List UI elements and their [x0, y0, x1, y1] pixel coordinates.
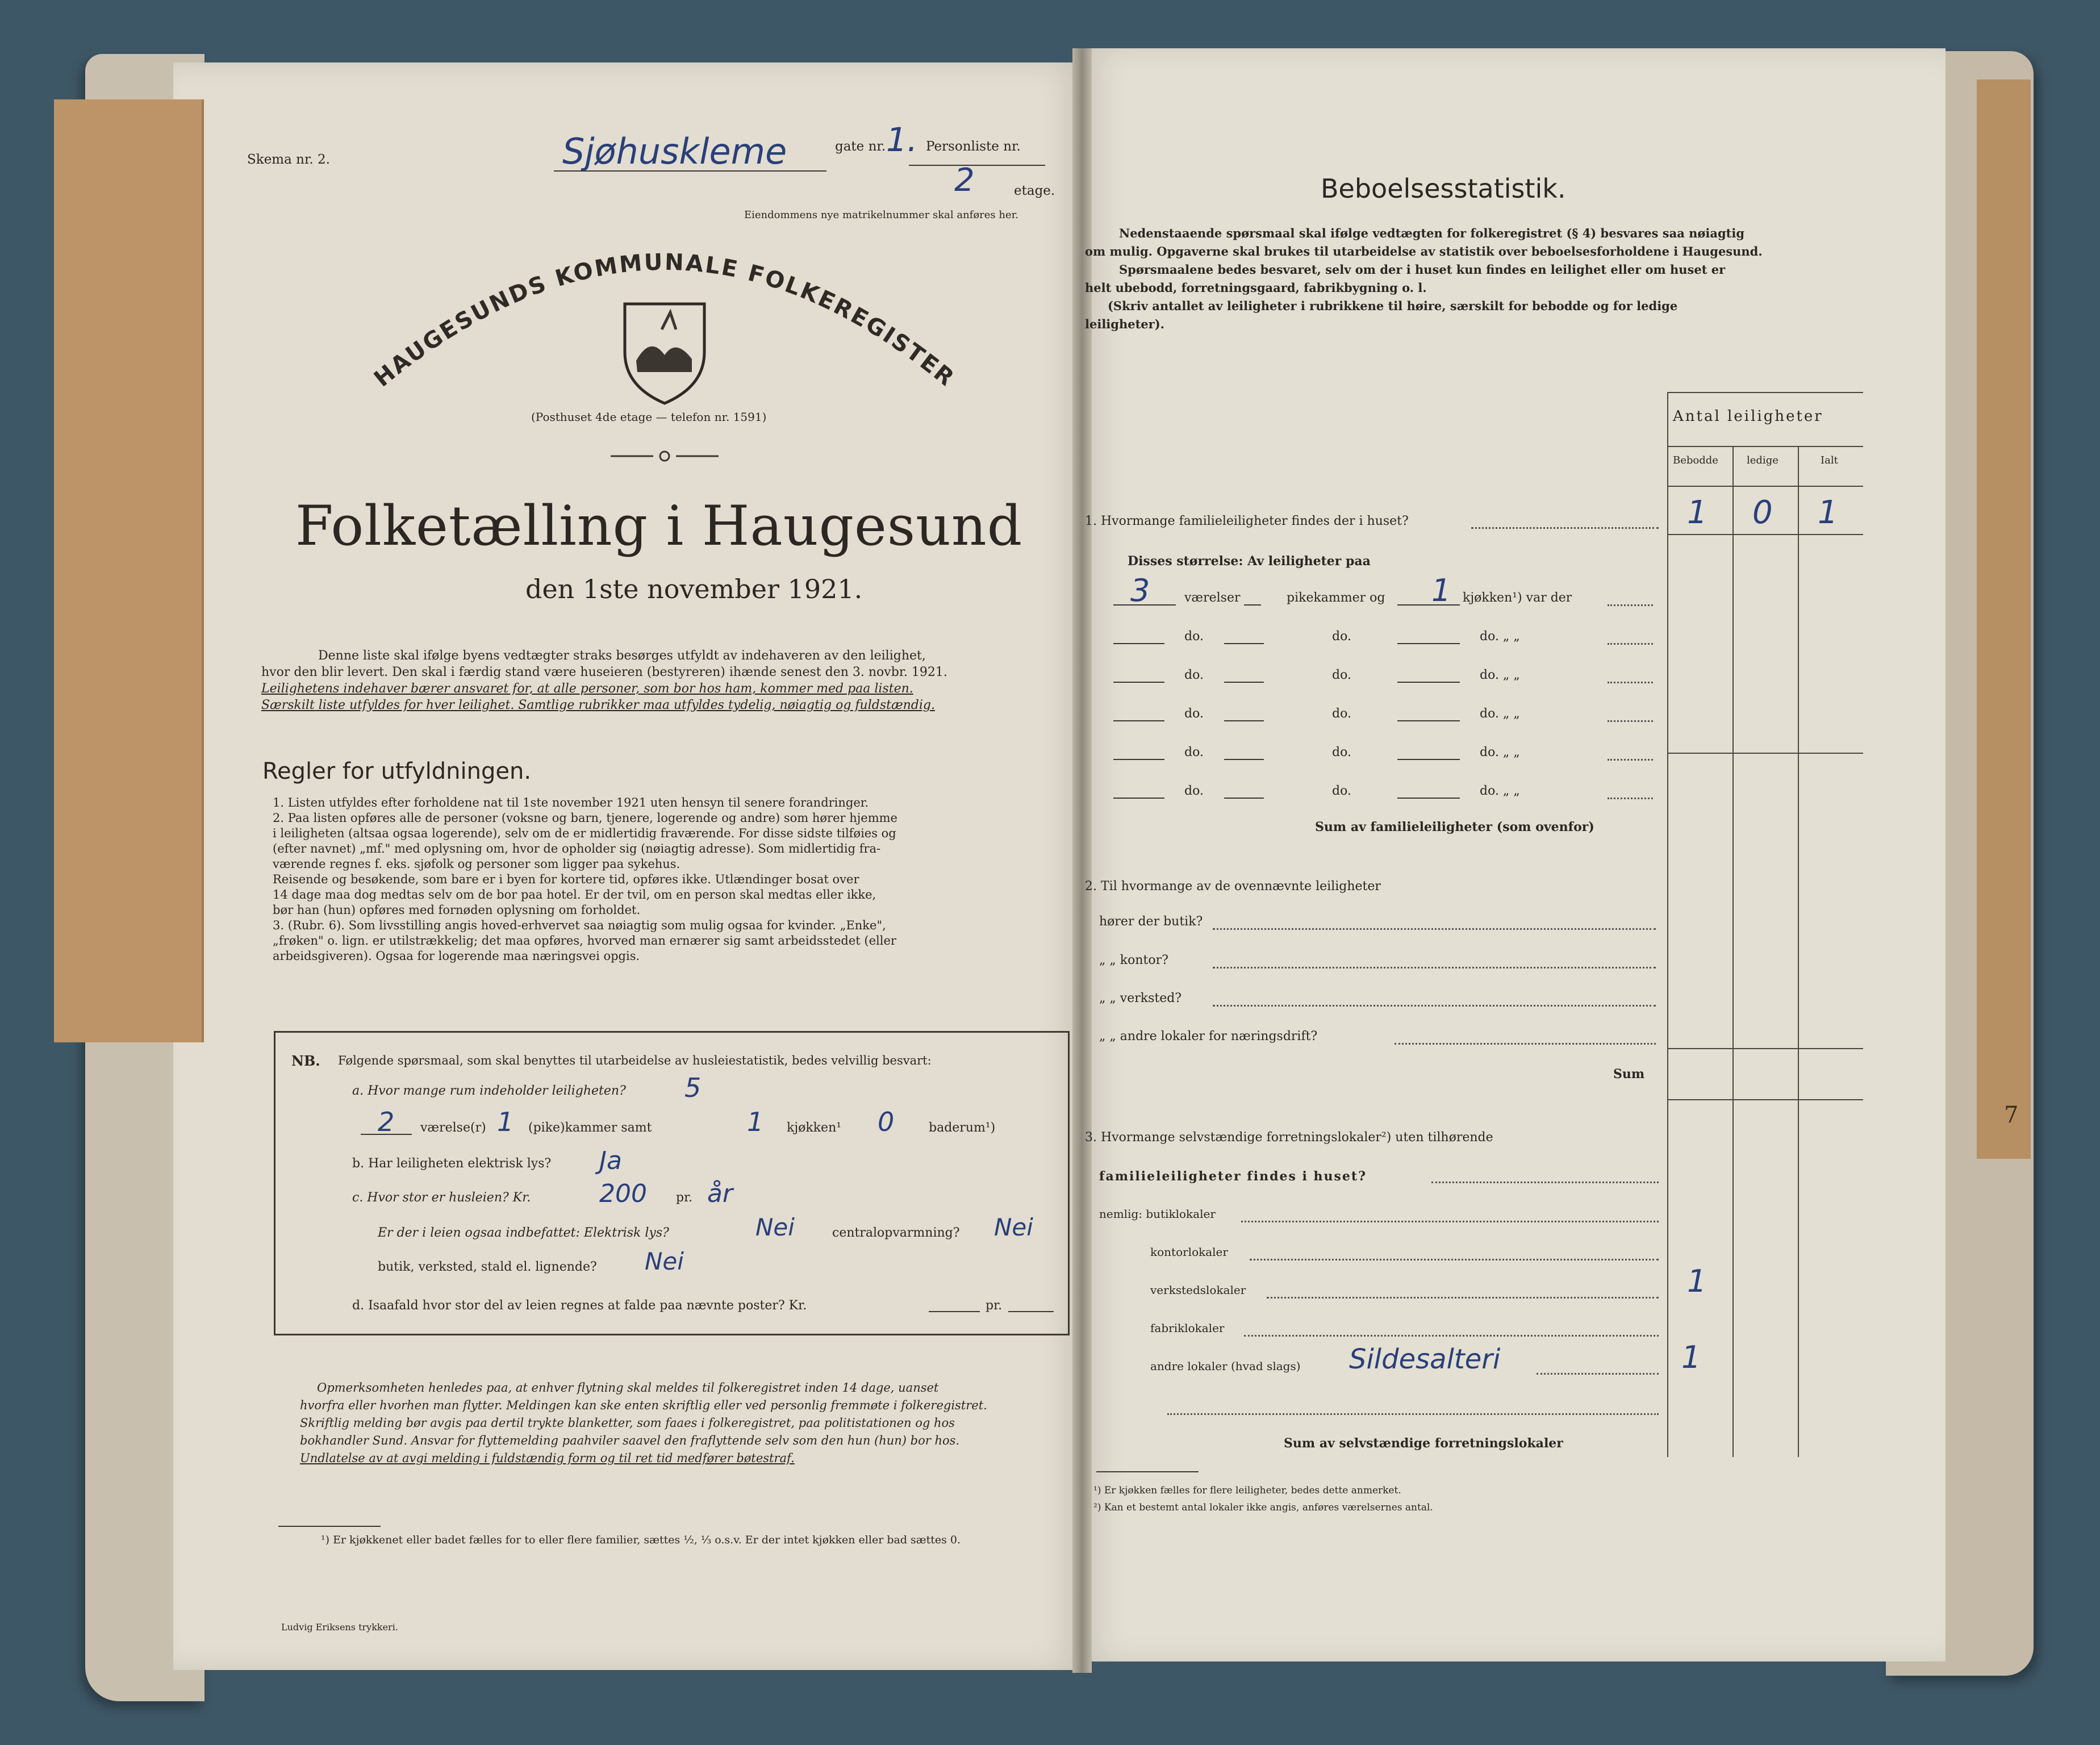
rule-line: 3. (Rubr. 6). Som livsstilling angis hoved-erhvervet saa nøiagtig som mulig ogsaa for kvinder. „Enke", — [273, 919, 886, 932]
leader-dots — [1213, 1005, 1656, 1007]
q2-sum: Sum — [1613, 1067, 1645, 1082]
q1-ledige: 0 — [1752, 494, 1773, 531]
stat-intro-line: (Skriv antallet av leiligheter i rubrikkene til høire, særskilt for bebodde og for ledige — [1108, 299, 1678, 313]
answer-line — [1397, 682, 1460, 683]
rule-line: bør han (hun) opføres med fornøden oplysning om forholdet. — [273, 903, 641, 917]
question-a-answer: 5 — [684, 1072, 702, 1103]
q3-row-value: 1 — [1681, 1339, 1701, 1375]
answer-line — [1224, 798, 1264, 799]
leader-dots — [1244, 1335, 1659, 1337]
notice-line: Opmerksomheten henledes paa, at enhver flytning skal meldes til folkeregistret inden 14 dage, uanset — [317, 1381, 939, 1395]
size-row — [1113, 695, 1659, 729]
question-1: 1. Hvormange familieleiligheter findes der i huset? — [1085, 514, 1409, 528]
intro-line: Denne liste skal ifølge byens vedtægter straks besørges utfyldt av indehaveren av den leilighet, — [318, 649, 926, 663]
leader-dots — [1213, 967, 1656, 968]
leader-dots — [1395, 1043, 1656, 1045]
included-answer: Nei — [755, 1213, 795, 1241]
footnote-1: ¹) Er kjøkken fælles for flere leiligheter, bedes dette anmerket. — [1093, 1485, 1401, 1496]
q2-row-label: hører der butik? — [1099, 915, 1203, 929]
size-col-a: do. — [1184, 707, 1204, 721]
size-col-b: do. — [1332, 668, 1351, 682]
size-col-c: do. „ „ — [1480, 629, 1520, 644]
notice-line: Skriftlig melding bør avgis paa dertil trykte blanketter, som faaes i folkeregistret, paa politistationen og hos — [300, 1416, 955, 1430]
col-head-bebodde: Bebodde — [1673, 454, 1718, 466]
q3-row — [1099, 1245, 1872, 1274]
stat-intro-line: Nedenstaaende spørsmaal skal ifølge vedtægten for folkeregistret (§ 4) besvares saa nøiagtig — [1119, 226, 1745, 240]
q2-row-label: „ „ verksted? — [1099, 991, 1182, 1005]
answer-line — [1397, 798, 1460, 799]
answer-line — [1397, 720, 1460, 721]
statistics-intro — [1085, 224, 1869, 333]
etage-handwritten: 2 — [954, 162, 975, 199]
size-col-c: do. „ „ — [1480, 784, 1520, 798]
butik-label: butik, verksted, stald el. lignende? — [378, 1260, 597, 1274]
q2-row — [1099, 953, 1661, 976]
leader-dots — [1608, 798, 1653, 799]
statistics-title: Beboelsesstatistik. — [1321, 173, 1566, 204]
answer-line — [1397, 759, 1460, 760]
leader-dots — [1431, 1182, 1659, 1183]
rule-line: (efter navnet) „mf." med oplysning om, hvor de opholder sig (nøiagtig adresse). Som midlertidig fra- — [273, 842, 881, 855]
q2-row — [1099, 915, 1661, 937]
butik-answer: Nei — [645, 1247, 684, 1275]
q1-bebodde: 1 — [1687, 494, 1707, 531]
leader-dots — [1471, 527, 1659, 529]
rule-line: 14 dage maa dog medtas selv om de bor paa hotel. Er der tvil, om en person skal medtas eller ikke, — [273, 888, 876, 901]
eiendom-note: Eiendommens nye matrikelnummer skal anføres her. — [744, 209, 1018, 221]
question-3b: familieleiligheter findes i huset? — [1099, 1169, 1367, 1184]
kammer-count: 1 — [497, 1107, 514, 1137]
page-subtitle: den 1ste november 1921. — [525, 574, 863, 604]
skema-label: Skema nr. 2. — [247, 152, 330, 167]
question-d: d. Isaafald hvor stor del av leien regnes at falde paa nævnte poster? Kr. — [352, 1299, 807, 1313]
q1-ialt: 1 — [1818, 494, 1838, 531]
stat-intro-line: helt ubebodd, forretningsgaard, fabrikbygning o. l. — [1085, 281, 1427, 295]
leader-dots — [1213, 928, 1656, 930]
stat-intro-line: Spørsmaalene bedes besvaret, selv om der i huset kun findes en leilighet eller om huset er — [1119, 262, 1726, 277]
question-b-answer: Ja — [599, 1146, 622, 1175]
baderum-label: baderum¹) — [929, 1121, 996, 1135]
etage-label: etage. — [1014, 183, 1055, 198]
leader-dots — [1608, 720, 1653, 722]
leader-dots — [1241, 1221, 1659, 1222]
rule-line: 1. Listen utfyldes efter forholdene nat til 1ste november 1921 uten hensyn til senere forandringer. — [273, 796, 869, 809]
question-c-pr: pr. — [676, 1191, 693, 1205]
kammer-label: (pike)kammer samt — [528, 1121, 652, 1135]
rule-line: 2. Paa listen opføres alle de personer (voksne og barn, tjenere, logerende og andre) som hører hjemme — [273, 811, 897, 825]
printer-imprint: Ludvig Eriksens trykkeri. — [281, 1622, 398, 1633]
answer-line — [1113, 720, 1164, 721]
rule-line: værende regnes f. eks. sjøfolk og personer som ligger paa sykehus. — [273, 857, 680, 871]
q3-row — [1099, 1339, 1872, 1388]
posthus-line: (Posthuset 4de etage — telefon nr. 1591) — [531, 410, 767, 424]
rule-line: i leiligheten (altsaa ogsaa logerende), selv om de er midlertidig fraværende. For disse sidste tilføies og — [273, 826, 896, 840]
answer-line — [1113, 604, 1176, 606]
notice-line: hvorfra eller hvorhen man flytter. Meldingen kan ske enten skriftlig eller ved personlig fremmøte i folkeregistret. — [300, 1398, 987, 1412]
gate-nr-handwritten: 1. — [886, 120, 918, 159]
kjokken-count: 1 — [747, 1107, 764, 1137]
question-b: b. Har leiligheten elektrisk lys? — [352, 1157, 552, 1171]
answer-line — [1224, 643, 1264, 644]
size-row — [1113, 573, 1659, 613]
size-row — [1113, 734, 1659, 768]
q2-row-label: „ „ kontor? — [1099, 953, 1168, 967]
size-rooms-hand: 3 — [1130, 573, 1150, 608]
question-c: c. Hvor stor er husleien? Kr. — [352, 1191, 531, 1205]
question-a: a. Hvor mange rum indeholder leiligheten? — [352, 1084, 626, 1098]
q3-row-label: nemlig: butiklokaler — [1099, 1207, 1216, 1221]
size-col-a: do. — [1184, 629, 1204, 644]
stat-intro-line: om mulig. Opgaverne skal brukes til utarbeidelse av statistik over beboelsesforholdene i Haugesund. — [1085, 244, 1763, 258]
answer-line — [1113, 798, 1164, 799]
leader-dots — [1267, 1297, 1659, 1299]
size-col-a: do. — [1184, 745, 1204, 759]
baderum-count: 0 — [878, 1107, 895, 1137]
q3-other-kind-hand: Sildesalteri — [1349, 1343, 1501, 1375]
registry-arc-title: HAUGESUNDS KOMMUNALE FOLKEREGISTER — [369, 249, 960, 393]
q3-row-label: kontorlokaler — [1150, 1245, 1228, 1259]
size-col-a: do. — [1184, 784, 1204, 798]
size-col-a: do. — [1184, 668, 1204, 682]
q2-row — [1099, 991, 1661, 1014]
leader-dots — [1608, 643, 1653, 645]
stat-intro-line: leiligheter). — [1085, 317, 1164, 331]
size-col-b: pikekammer og — [1287, 591, 1385, 605]
leader-dots — [1608, 604, 1653, 606]
size-col-b: do. — [1332, 707, 1351, 721]
footnote-divider — [1096, 1471, 1199, 1472]
answer-line — [1244, 604, 1261, 606]
answer-line — [1113, 682, 1164, 683]
size-label: Disses størrelse: Av leiligheter paa — [1128, 554, 1371, 569]
nb-text: Følgende spørsmaal, som skal benyttes til utarbeidelse av husleiestatistik, bedes velvillig besvart: — [338, 1054, 932, 1067]
page-title: Folketælling i Haugesund — [295, 494, 1023, 558]
nb-lead: NB. — [291, 1053, 320, 1069]
question-d-pr: pr. — [986, 1299, 1003, 1313]
size-row — [1113, 773, 1659, 807]
question-c-period: år — [707, 1179, 733, 1208]
size-col-c: kjøkken¹) var der — [1463, 591, 1572, 605]
footnote: ¹) Er kjøkkenet eller badet fælles for to eller flere familier, sættes ½, ⅓ o.s.v. Er der intet kjøkken eller bad sættes 0. — [321, 1534, 961, 1546]
sum-independent-premises: Sum av selvstændige forretningslokaler — [1284, 1436, 1563, 1451]
q3-row-label: andre lokaler (hvad slags) — [1150, 1359, 1301, 1373]
rules-heading: Regler for utfyldningen. — [262, 758, 532, 784]
intro-line: Leilighetens indehaver bærer ansvaret for, at alle personer, som bor hos ham, kommer med paa listen. — [261, 682, 913, 696]
q3-row-label: fabriklokaler — [1150, 1321, 1225, 1335]
leader-dots — [1608, 682, 1653, 683]
personliste-label: Personliste nr. — [926, 139, 1021, 154]
footnote-2: ²) Kan et bestemt antal lokaler ikke angis, anføres værelsernes antal. — [1093, 1502, 1433, 1513]
table-head: Antal leiligheter — [1673, 408, 1823, 425]
size-col-a: værelser — [1184, 591, 1241, 605]
rule-line: Reisende og besøkende, som bare er i byen for kortere tid, opføres ikke. Utlændinger bosat over — [273, 872, 859, 886]
answer-line — [1113, 759, 1164, 760]
vaerelse-label: værelse(r) — [420, 1121, 486, 1135]
leader-dots — [1608, 759, 1653, 761]
question-3a: 3. Hvormange selvstændige forretningslokaler²) uten tilhørende — [1085, 1130, 1493, 1145]
central-heating-answer: Nei — [994, 1213, 1033, 1241]
leader-dots — [1167, 1413, 1659, 1415]
rule-line: „frøken" o. lign. er utilstrækkelig; det maa opføres, hvorved man ernærer sig samt arbeidsstedet (eller — [273, 934, 896, 947]
answer-line — [1224, 720, 1264, 721]
answer-line — [1113, 643, 1164, 644]
size-col-b: do. — [1332, 629, 1351, 644]
answer-line — [1397, 643, 1460, 644]
leader-dots — [1250, 1259, 1659, 1260]
size-kitchen-hand: 1 — [1431, 573, 1451, 608]
vaerelse-count: 2 — [378, 1107, 395, 1137]
size-row — [1113, 657, 1659, 691]
kjokken-label: kjøkken¹ — [787, 1121, 842, 1135]
size-col-c: do. „ „ — [1480, 668, 1520, 682]
leader-dots — [1537, 1373, 1659, 1375]
q3-row — [1099, 1207, 1872, 1235]
size-col-b: do. — [1332, 784, 1351, 798]
notice-line: bokhandler Sund. Ansvar for flyttemelding paahviler saavel den fraflyttende selv som den hun (hun) bor hos. — [300, 1434, 960, 1447]
street-name-handwritten: Sjøhuskleme — [562, 131, 787, 172]
question-c-amount: 200 — [599, 1179, 647, 1208]
size-col-c: do. „ „ — [1480, 745, 1520, 759]
col-head-ledige: ledige — [1747, 454, 1778, 466]
q3-row — [1099, 1263, 1872, 1312]
margin-mark: 7 — [2004, 1102, 2019, 1128]
size-col-b: do. — [1332, 745, 1351, 759]
intro-line: hvor den blir levert. Den skal i færdig stand være huseieren (bestyreren) ihænde senest den 3. novbr. 1921. — [261, 665, 947, 679]
answer-line — [1224, 759, 1264, 760]
question-2: 2. Til hvormange av de ovennævnte leiligheter — [1085, 879, 1381, 894]
q3-row-label: verkstedslokaler — [1150, 1283, 1246, 1297]
intro-line: Særskilt liste utfyldes for hver leilighet. Samtlige rubrikker maa utfyldes tydelig, nøiagtig og fuldstændig. — [261, 698, 936, 712]
col-head-ialt: Ialt — [1821, 454, 1838, 466]
rule-line: arbeidsgiveren). Ogsaa for logerende maa næringsvei opgis. — [273, 949, 640, 963]
sum-family-apartments: Sum av familieleiligheter (som ovenfor) — [1315, 820, 1594, 834]
gate-nr-label: gate nr. — [835, 139, 886, 154]
notice-line: Undlatelse av at avgi melding i fuldstændig form og til ret tid medfører bøtestraf. — [300, 1451, 795, 1465]
central-heating-label: centralopvarmning? — [832, 1226, 960, 1240]
answer-line — [1224, 682, 1264, 683]
size-col-c: do. „ „ — [1480, 707, 1520, 721]
size-row — [1113, 618, 1659, 652]
q2-row-label: „ „ andre lokaler for næringsdrift? — [1099, 1029, 1318, 1043]
q2-row — [1099, 1029, 1661, 1052]
included-question: Er der i leien ogsaa indbefattet: Elektrisk lys? — [378, 1226, 669, 1240]
answer-line — [1397, 604, 1460, 606]
q3-row-value: 1 — [1687, 1263, 1707, 1299]
